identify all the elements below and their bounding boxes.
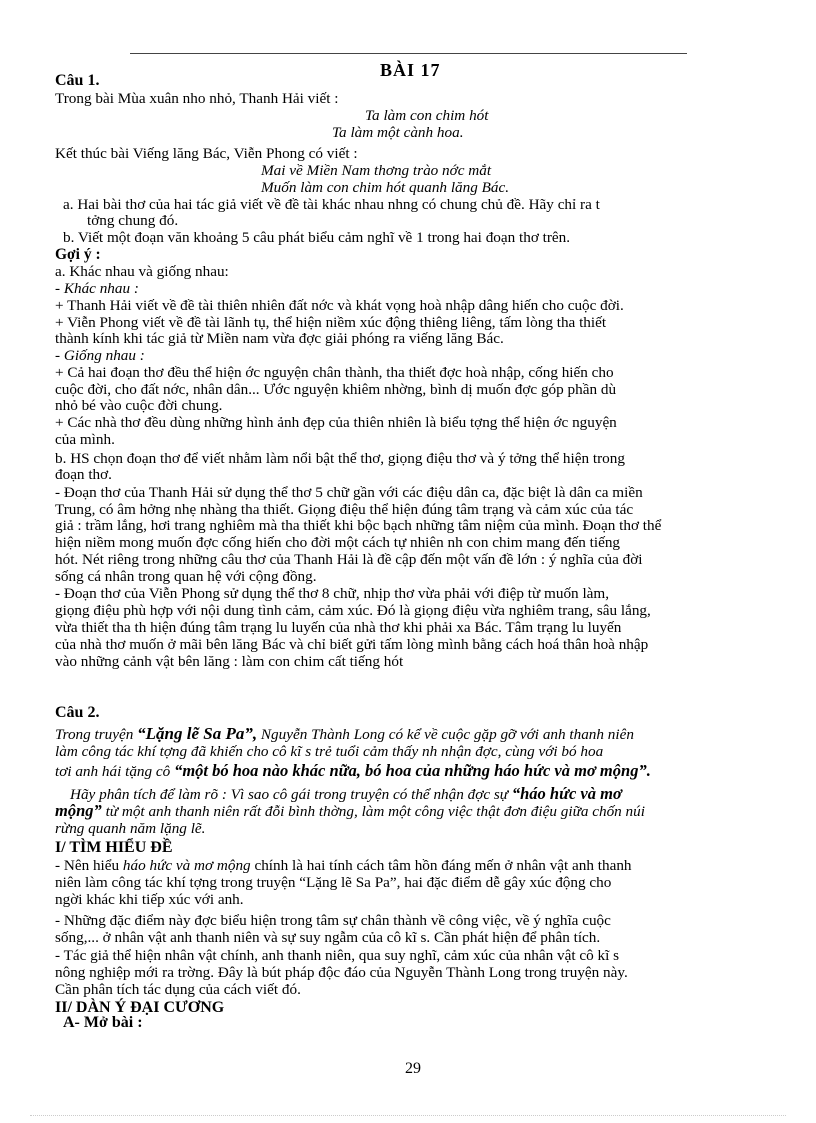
question-b: b. Viết một đoạn văn khoảng 5 câu phát biểu cảm nghĩ về 1 trong hai đoạn thơ trên. [63, 229, 571, 246]
t3-line1: - Tác giả thể hiện nhân vật chính, anh thanh niên, qua suy nghĩ, cảm xúc của nhân vật cô kĩ s [55, 947, 620, 964]
vp-line: giọng điệu phù hợp với nội dung tình cảm, cảm xúc. Đó là giọng điệu vừa nghiêm trang, sâu lắng, [55, 602, 651, 619]
gn2-line1: + Các nhà thơ đều dùng những hình ảnh đẹp của thiên nhiên là biểu tợng thể hiện ớc nguyện [55, 414, 617, 431]
th-line: sống cá nhân trong quan hệ với cộng đồng. [55, 568, 317, 585]
cau2-p1-line2: làm công tác khí tợng đã khiến cho cô kĩ s trẻ tuổi cảm thấy nh nhận đợc, cùng với bó hoa [55, 743, 604, 760]
p1-text: Trong truyện [55, 726, 138, 743]
t1-line1 [55, 858, 632, 874]
p2-text: từ một anh thanh niên rất đỗi bình thờng, làm một công việc thật đơn điệu giữa chốn núi [101, 803, 645, 820]
gn1-line3: nhỏ bé vào cuộc đời chung. [55, 397, 223, 414]
a-heading: a. Khác nhau và giống nhau: [55, 263, 229, 280]
th-line: hiện niềm mong muốn đợc cống hiến cho đời một cách tự nhiên nh con chim mang đến tiếng [55, 534, 621, 551]
b1-line1: b. HS chọn đoạn thơ để viết nhằm làm nổi bật thể thơ, giọng điệu thơ và ý tởng thể hiện trong [55, 450, 625, 467]
th-line: hót. Nét riêng trong những câu thơ của Thanh Hải là đề cập đến một vấn đề lớn : ý nghĩa của đời [55, 551, 643, 568]
cau1-intro: Trong bài Mùa xuân nho nhỏ, Thanh Hải viết : [55, 90, 339, 107]
poem2-line2: Muốn làm con chim hót quanh lăng Bác. [261, 179, 510, 196]
header-rule [130, 53, 687, 54]
t2-line2: sống,... ở nhân vật anh thanh niên và sự suy ngẫm của cô kĩ s. Cần phát hiện để phân tích. [55, 929, 601, 946]
cau2-p2-line2 [55, 803, 645, 820]
khac-nhau-label: - Khác nhau : [55, 280, 139, 297]
cau2-p2-line1 [70, 786, 622, 803]
gn1-line2: cuộc đời, cho đất nớc, nhân dân... Ước nguyện khiêm nhờng, bình dị muốn đợc góp phần dù [55, 381, 617, 398]
question-a-line2: tởng chung đó. [87, 212, 179, 229]
quote: mộng” [55, 801, 102, 820]
vp-line: của nhà thơ muốn ở mãi bên lăng Bác và chỉ biết gửi tấm lòng mình bằng cách hoá thân hoà nhập [55, 636, 649, 653]
kn2-line2: thành kính khi tác giả từ Miền nam vừa đợc giải phóng ra viếng lăng Bác. [55, 330, 504, 347]
page-title: BÀI 17 [380, 60, 441, 80]
quote: “một bó hoa nào khác nữa, bó hoa của những háo hức và mơ mộng”. [174, 761, 651, 780]
gn1-line1: + Cả hai đoạn thơ đều thể hiện ớc nguyện chân thành, tha thiết đợc hoà nhập, cống hiến cho [55, 364, 614, 381]
question-a-line1: a. Hai bài thơ của hai tác giả viết về đề tài khác nhau nhng có chung chủ đề. Hãy chỉ ra t [63, 196, 600, 213]
t1-text: chính là hai tính cách tâm hồn đáng mến ở nhân vật anh thanh [250, 857, 632, 874]
vp-line: vào những cảnh vật bên lăng : làm con chim cất tiếng hót [55, 653, 404, 670]
cau2-p1-line1 [55, 726, 634, 743]
mo-bai-heading: A- Mở bài : [63, 1014, 143, 1031]
gn2-line2: của mình. [55, 431, 115, 448]
t3-line2: nông nghiệp mới ra trờng. Đây là bút pháp độc đáo của Nguyễn Thành Long trong truyện này. [55, 964, 628, 981]
cau2-heading: Câu 2. [55, 704, 100, 721]
t1-line2: niên làm công tác khí tợng trong truyện “Lặng lẽ Sa Pa”, hai đặc điểm dễ gây xúc động cho [55, 874, 612, 891]
t1-text: - Nên hiểu [55, 857, 123, 874]
th-line: Trung, có âm hởng nhẹ nhàng tha thiết. Giọng điệu thể hiện đúng tâm trạng và cảm xúc của tác [55, 501, 634, 518]
kn2-line1: + Viễn Phong viết về đề tài lãnh tụ, thể hiện niềm xúc động thiêng liêng, tấm lòng tha thiết [55, 314, 607, 331]
poem1-line2: Ta làm một cành hoa. [332, 124, 464, 141]
section-tim-hieu-de: I/ TÌM HIỂU ĐỀ [55, 839, 173, 856]
goi-y-heading: Gợi ý : [55, 246, 101, 263]
cau2-p2-line3: rừng quanh năm lặng lẽ. [55, 820, 206, 837]
kn1: + Thanh Hải viết về đề tài thiên nhiên đất nớc và khát vọng hoà nhập dâng hiến cho cuộc đời. [55, 297, 624, 314]
page-number: 29 [405, 1060, 421, 1077]
footer-rule [30, 1115, 786, 1116]
t3-line3: Cần phân tích tác dụng của cách viết đó. [55, 981, 301, 998]
giong-nhau-label: - Giống nhau : [55, 347, 145, 364]
t2-line1: - Những đặc điểm này đợc biểu hiện trong tâm sự chân thành về công việc, về ý nghĩa cuộc [55, 912, 611, 929]
t1-line3: ngời khác khi tiếp xúc với anh. [55, 891, 244, 908]
p1-text: Nguyễn Thành Long có kể về cuộc gặp gỡ với anh thanh niên [257, 726, 634, 743]
b1-line2: đoạn thơ. [55, 466, 112, 483]
story-title: “Lặng lẽ Sa Pa”, [137, 724, 258, 743]
t1-emph: háo hức và mơ mộng [122, 857, 251, 874]
poem1-line1: Ta làm con chim hót [365, 107, 489, 124]
p1-text: tơi anh hái tặng cô [55, 763, 175, 780]
section-dan-y: II/ DÀN Ý ĐẠI CƯƠNG [55, 999, 225, 1016]
vp-line: - Đoạn thơ của Viễn Phong sử dụng thể thơ 8 chữ, nhịp thơ vừa phải với điệp từ muốn làm, [55, 585, 610, 602]
cau1-intro2: Kết thúc bài Viếng lăng Bác, Viễn Phong có viết : [55, 145, 358, 162]
th-line: giả : trầm lắng, hơi trang nghiêm mà tha thiết khi bộc bạch những tâm niệm của mình. Đoạn thơ thể [55, 517, 662, 534]
cau2-p1-line3 [55, 763, 651, 780]
vp-line: vừa thiết tha th hiện đúng tâm trạng lu luyến của nhà thơ khi phải xa Bác. Tâm trạng lu luyến [55, 619, 622, 636]
quote: “háo hức và mơ [511, 784, 622, 803]
p2-text: Hãy phân tích để làm rõ : Vì sao cô gái trong truyện có thể nhận đợc sự [70, 786, 512, 803]
poem2-line1: Mai về Miền Nam thơng trào nớc mắt [261, 162, 492, 179]
th-line: - Đoạn thơ của Thanh Hải sử dụng thể thơ 5 chữ gần với các điệu dân ca, đặc biệt là dân ca miền [55, 484, 643, 501]
cau1-heading: Câu 1. [55, 72, 100, 89]
